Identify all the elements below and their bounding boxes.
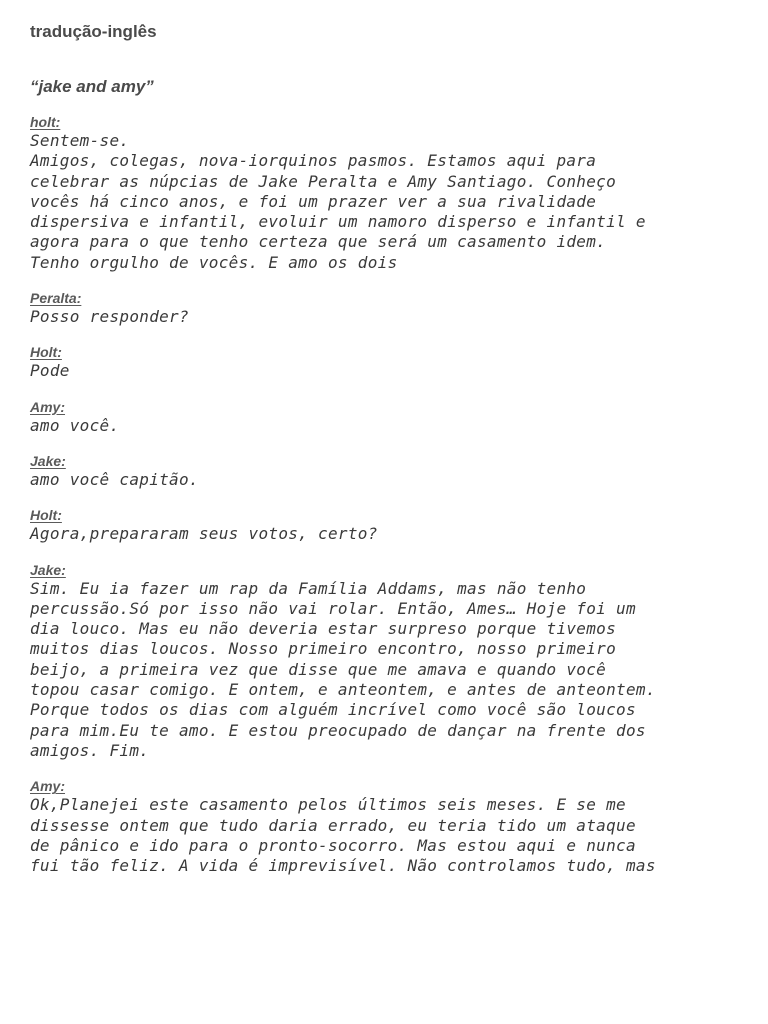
dialogue-entry <box>30 452 745 490</box>
speaker-name: Jake: <box>30 561 66 578</box>
dialogue-line: Agora,prepararam seus votos, certo? <box>30 524 378 544</box>
dialogue-line: Tenho orgulho de vocês. E amo os dois <box>30 252 398 272</box>
speaker-name: Amy: <box>30 778 66 795</box>
dialogue-entry <box>30 289 745 327</box>
dialogue-line: Porque todos os dias com alguém incrível como você são loucos <box>30 700 636 720</box>
speaker-name: Holt: <box>30 344 62 361</box>
dialogue-line: Sentem-se. <box>30 131 130 150</box>
dialogue-entry <box>30 506 745 544</box>
dialogue-entry <box>30 561 745 762</box>
speaker-name: Holt: <box>30 507 62 524</box>
dialogue-line: dispersiva e infantil, evoluir um namoro disperso e infantil e <box>30 212 646 232</box>
dialogue-entry <box>30 113 745 273</box>
dialogue-line: amigos. Fim. <box>30 740 150 760</box>
dialogue-line: Pode <box>30 361 70 381</box>
speaker-name: Jake: <box>30 452 66 469</box>
dialogue-line: de pânico e ido para o pronto-socorro. Mas estou aqui e nunca <box>30 835 636 855</box>
dialogue-line: dia louco. Mas eu não deveria estar surpreso porque tivemos <box>30 619 617 639</box>
dialogue-line: topou casar comigo. E ontem, e anteontem, e antes de anteontem. <box>30 680 656 700</box>
speaker-name: holt: <box>30 114 61 130</box>
document-page <box>30 18 745 892</box>
speaker-name: Amy: <box>30 398 66 415</box>
dialogue-list <box>30 113 745 876</box>
dialogue-line: Amigos, colegas, nova-iorquinos pasmos. Estamos aqui para <box>30 151 597 171</box>
dialogue-line: amo você. <box>30 415 120 435</box>
dialogue-line: vocês há cinco anos, e foi um prazer ver a sua rivalidade <box>30 191 597 211</box>
dialogue-line: muitos dias loucos. Nosso primeiro encontro, nosso primeiro <box>30 639 617 659</box>
dialogue-line: Sim. Eu ia fazer um rap da Família Addams, mas não tenho <box>30 578 587 598</box>
dialogue-line: fui tão feliz. A vida é imprevisível. Não controlamos tudo, mas <box>30 856 656 876</box>
document-subtitle: “jake and amy” <box>30 77 154 96</box>
dialogue-line: beijo, a primeira vez que disse que me amava e quando você <box>30 659 607 679</box>
dialogue-line: celebrar as núpcias de Jake Peralta e Amy Santiago. Conheço <box>30 171 617 191</box>
dialogue-line: percussão.Só por isso não vai rolar. Então, Ames… Hoje foi um <box>30 598 636 618</box>
document-title: tradução-inglês <box>30 22 157 41</box>
dialogue-entry <box>30 398 745 436</box>
dialogue-entry <box>30 777 745 876</box>
dialogue-line: dissesse ontem que tudo daria errado, eu teria tido um ataque <box>30 815 636 835</box>
dialogue-entry <box>30 343 745 381</box>
dialogue-line: agora para o que tenho certeza que será um casamento idem. <box>30 232 607 252</box>
speaker-name: Peralta: <box>30 290 82 307</box>
dialogue-line: Posso responder? <box>30 307 189 327</box>
dialogue-line: Ok,Planejei este casamento pelos últimos seis meses. E se me <box>30 795 626 815</box>
dialogue-line: para mim.Eu te amo. E estou preocupado de dançar na frente dos <box>30 720 646 740</box>
dialogue-line: amo você capitão. <box>30 469 199 489</box>
